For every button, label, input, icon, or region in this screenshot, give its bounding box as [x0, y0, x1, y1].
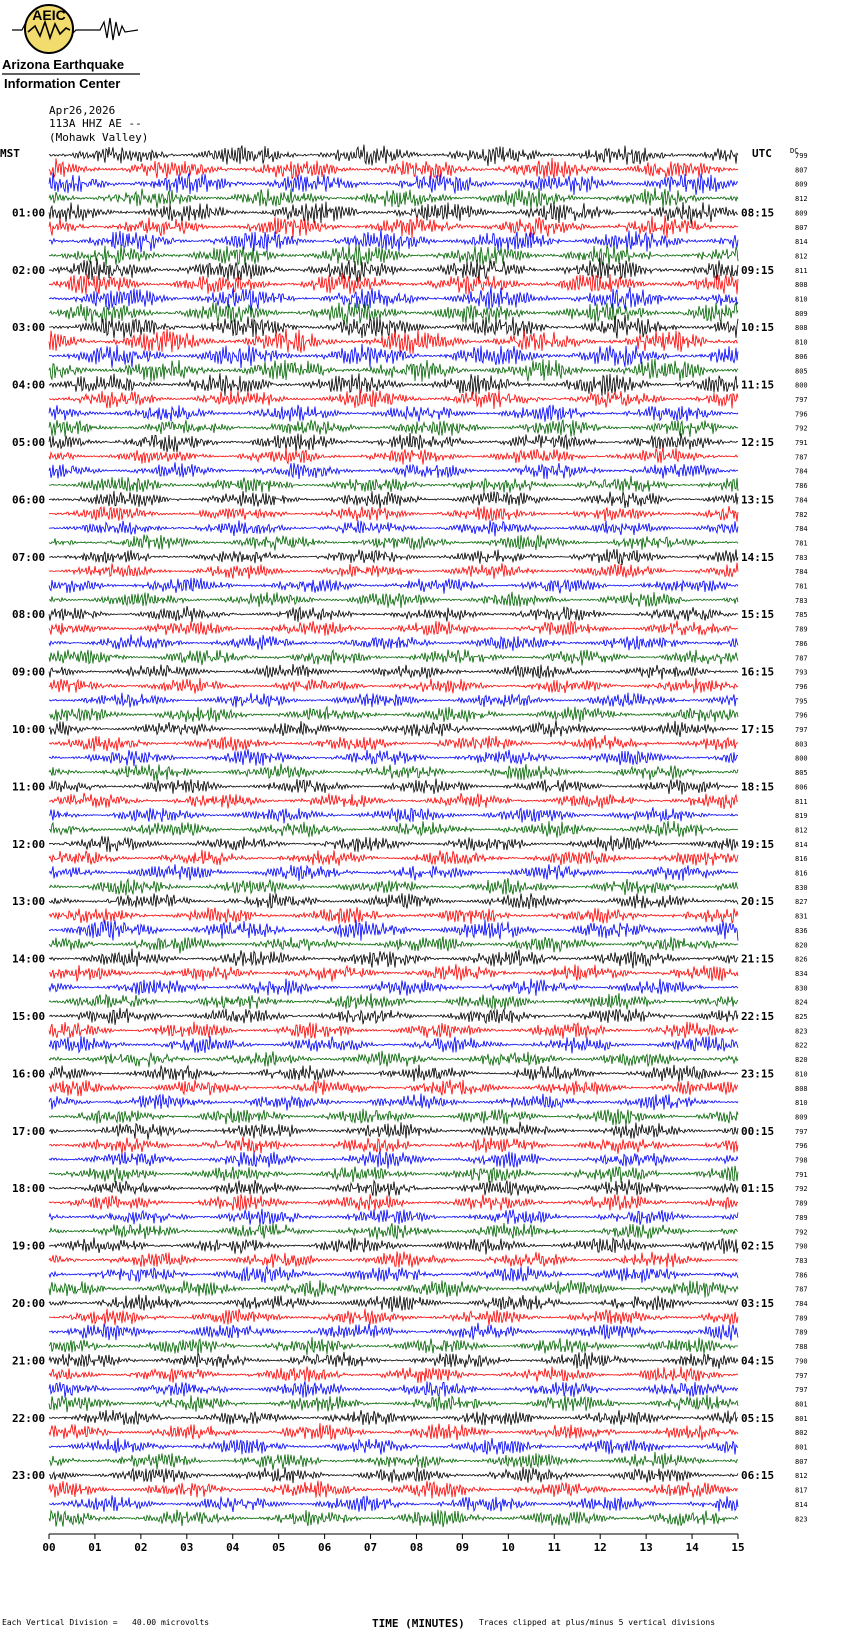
utc-hour-label: 12:15	[741, 436, 775, 449]
dc-value: 824	[795, 998, 808, 1007]
x-tick-label: 11	[547, 1541, 561, 1554]
dc-value: 788	[795, 1343, 808, 1351]
trace-row-30	[49, 578, 738, 594]
dc-value: 805	[795, 769, 808, 777]
header-date: Apr26,2026	[49, 104, 116, 117]
trace-row-16	[49, 373, 738, 396]
utc-hour-label: 10:15	[741, 321, 775, 335]
trace-row-90	[49, 1438, 738, 1455]
dc-value: 827	[795, 898, 808, 907]
trace-row-45	[49, 793, 738, 809]
dc-value: 808	[795, 1084, 808, 1093]
mst-hour-label: 21:00	[12, 1354, 46, 1368]
dc-value: 805	[795, 367, 808, 376]
trace-row-80	[49, 1294, 738, 1311]
dc-value: 786	[795, 1271, 808, 1280]
trace-row-58	[49, 979, 738, 996]
mst-hour-label: 14:00	[12, 952, 46, 966]
utc-hour-label: 09:15	[741, 263, 775, 277]
dc-value: 831	[795, 912, 808, 921]
x-tick-label: 13	[639, 1541, 653, 1554]
trace-row-31	[49, 592, 738, 608]
utc-hour-label: 19:15	[741, 837, 775, 851]
x-tick-label: 06	[317, 1541, 332, 1554]
trace-row-60	[49, 1008, 738, 1025]
x-tick-label: 05	[272, 1541, 286, 1554]
dc-value: 800	[795, 754, 808, 763]
mst-hour-label: 08:00	[12, 608, 46, 622]
trace-row-7	[49, 244, 738, 266]
trace-row-54	[49, 919, 738, 940]
dc-value: 814	[795, 840, 808, 849]
dc-value: 791	[795, 439, 808, 447]
utc-hour-label: 00:15	[741, 1124, 775, 1138]
trace-row-32	[49, 606, 738, 622]
dc-value: 783	[795, 553, 808, 562]
logo-acronym: AEIC	[32, 7, 66, 23]
trace-row-62	[49, 1036, 738, 1053]
trace-row-53	[49, 907, 738, 924]
dc-value: 790	[795, 1357, 808, 1366]
trace-row-72	[49, 1179, 738, 1196]
dc-value: 830	[795, 883, 808, 892]
dc-value: 793	[795, 668, 808, 677]
dc-value: 807	[795, 1457, 808, 1466]
utc-hour-label: 01:15	[741, 1182, 775, 1196]
trace-row-1	[49, 158, 738, 179]
x-tick-label: 02	[134, 1541, 148, 1554]
mst-hour-label: 01:00	[12, 206, 46, 220]
dc-value: 814	[795, 1500, 808, 1509]
dc-value: 801	[795, 1414, 808, 1423]
x-tick-label: 09	[455, 1541, 470, 1554]
trace-row-23	[49, 476, 738, 493]
dc-value: 808	[795, 281, 808, 290]
trace-row-94	[49, 1495, 738, 1512]
footer-division-note: Each Vertical Division = 40.00 microvolts	[2, 1618, 210, 1627]
utc-hour-label: 15:15	[741, 608, 775, 622]
mst-hour-label: 17:00	[12, 1124, 46, 1138]
trace-row-77	[49, 1251, 738, 1267]
dc-value: 789	[795, 1314, 808, 1323]
utc-hour-label: 18:15	[741, 780, 775, 794]
trace-row-59	[49, 993, 738, 1009]
dc-value: 816	[795, 869, 808, 878]
dc-value: 808	[795, 324, 808, 333]
dc-value: 792	[795, 1228, 808, 1237]
trace-row-33	[49, 621, 738, 636]
dc-value: 800	[795, 381, 808, 390]
trace-row-21	[49, 447, 738, 464]
dc-value: 811	[795, 797, 808, 806]
dc-value: 789	[795, 1213, 808, 1222]
x-axis	[42, 1534, 744, 1554]
trace-row-89	[49, 1423, 738, 1440]
dc-value: 812	[795, 1472, 808, 1481]
trace-row-84	[49, 1352, 738, 1369]
trace-row-12	[49, 315, 738, 339]
dc-value: 823	[795, 1515, 808, 1524]
utc-hour-label: 08:15	[741, 206, 775, 220]
trace-row-93	[49, 1481, 738, 1499]
dc-value: 816	[795, 855, 808, 864]
trace-row-65	[49, 1079, 738, 1096]
dc-value: 798	[795, 1156, 808, 1165]
trace-row-85	[49, 1366, 738, 1383]
dc-value: 792	[795, 424, 808, 433]
trace-row-73	[49, 1194, 738, 1211]
dc-value: 809	[795, 1113, 808, 1122]
trace-row-64	[49, 1065, 738, 1082]
trace-group	[49, 145, 738, 1528]
trace-row-71	[49, 1166, 738, 1183]
utc-hour-label: 06:15	[741, 1469, 775, 1483]
trace-row-75	[49, 1223, 738, 1240]
trace-row-44	[49, 779, 738, 795]
trace-row-19	[49, 420, 738, 437]
dc-value: 806	[795, 783, 808, 792]
dc-value: 784	[795, 568, 808, 577]
dc-value: 836	[795, 926, 808, 935]
header-station: 113A HHZ AE --	[49, 117, 142, 130]
dc-value: 801	[795, 1400, 808, 1409]
dc-value: 782	[795, 510, 808, 519]
mst-axis-label: MST	[0, 147, 20, 160]
mst-hour-label: 19:00	[12, 1239, 46, 1253]
trace-row-22	[49, 462, 738, 479]
dc-value: 812	[795, 195, 808, 204]
trace-row-29	[49, 563, 738, 579]
footer-clip-note: Traces clipped at plus/minus 5 vertical divisions	[479, 1618, 716, 1627]
trace-row-92	[49, 1467, 738, 1483]
trace-row-48	[49, 836, 738, 852]
x-tick-label: 03	[180, 1541, 194, 1554]
mst-hour-label: 13:00	[12, 895, 46, 909]
trace-row-88	[49, 1410, 738, 1425]
trace-row-83	[49, 1337, 738, 1355]
trace-row-41	[49, 735, 738, 751]
trace-row-66	[49, 1094, 738, 1111]
trace-row-37	[49, 678, 738, 693]
trace-row-57	[49, 964, 738, 982]
trace-row-0	[49, 145, 738, 166]
header-location: (Mohawk Valley)	[49, 131, 149, 144]
mst-hour-label: 09:00	[12, 665, 46, 679]
trace-row-78	[49, 1266, 738, 1283]
trace-row-69	[49, 1137, 738, 1154]
trace-row-46	[49, 807, 738, 823]
dc-value: 787	[795, 1285, 808, 1294]
mst-hour-label: 11:00	[12, 780, 46, 794]
dc-value: 792	[795, 1185, 808, 1194]
trace-row-52	[49, 893, 738, 909]
logo-line2: Information Center	[4, 76, 121, 91]
dc-value: 802	[795, 1429, 808, 1438]
utc-axis-label: UTC	[752, 147, 772, 160]
dc-value: 784	[795, 525, 808, 534]
trace-row-43	[49, 764, 738, 781]
dc-value: 830	[795, 984, 808, 993]
utc-hour-label: 05:15	[741, 1411, 775, 1425]
x-tick-label: 07	[363, 1541, 378, 1554]
dc-value: 834	[795, 969, 808, 978]
dc-value: 789	[795, 1328, 808, 1337]
trace-row-50	[49, 864, 738, 881]
dc-value: 783	[795, 1257, 808, 1265]
dc-value: 796	[795, 1142, 808, 1151]
trace-row-95	[49, 1510, 738, 1527]
dc-value: 784	[795, 496, 808, 505]
trace-row-13	[49, 329, 738, 354]
mst-hour-label: 02:00	[12, 263, 46, 277]
trace-row-55	[49, 936, 738, 953]
trace-row-56	[49, 949, 738, 969]
mst-hour-label: 16:00	[12, 1067, 46, 1081]
dc-value: 823	[795, 1027, 808, 1036]
trace-row-61	[49, 1022, 738, 1039]
mst-hour-label: 12:00	[12, 837, 46, 851]
trace-row-26	[49, 520, 738, 536]
dc-value: 797	[795, 1386, 808, 1395]
dc-value: 807	[795, 223, 808, 232]
dc-label: DC	[790, 147, 799, 155]
trace-row-63	[49, 1051, 738, 1067]
dc-value: 787	[795, 453, 808, 462]
dc-value: 783	[795, 596, 808, 605]
dc-value: 825	[795, 1013, 808, 1021]
trace-row-3	[49, 188, 738, 209]
dc-value: 789	[795, 625, 808, 634]
trace-row-39	[49, 707, 738, 722]
mst-hour-label: 10:00	[12, 723, 46, 736]
logo-line1: Arizona Earthquake	[2, 57, 125, 72]
trace-row-10	[49, 286, 738, 310]
dc-value: 809	[795, 309, 808, 318]
trace-row-49	[49, 850, 738, 866]
x-tick-label: 04	[226, 1541, 240, 1554]
dc-value: 810	[795, 295, 808, 304]
trace-row-20	[49, 433, 738, 452]
dc-value: 797	[795, 395, 808, 404]
trace-row-34	[49, 634, 738, 650]
dc-value: 799	[795, 152, 808, 160]
x-axis-label: TIME (MINUTES)	[372, 1617, 465, 1630]
dc-value: 820	[795, 941, 808, 950]
dc-value: 786	[795, 482, 808, 491]
x-tick-label: 15	[731, 1541, 745, 1554]
dc-value: 806	[795, 352, 808, 361]
dc-value: 807	[795, 166, 808, 175]
mst-hour-label: 04:00	[12, 378, 46, 392]
trace-row-24	[49, 491, 738, 509]
trace-row-25	[49, 506, 738, 521]
utc-hour-label: 03:15	[741, 1297, 775, 1310]
trace-row-18	[49, 405, 738, 422]
dc-value: 796	[795, 711, 808, 720]
trace-row-35	[49, 649, 738, 665]
dc-value: 797	[795, 1127, 808, 1136]
utc-hour-label: 17:15	[741, 723, 775, 736]
trace-row-36	[49, 664, 738, 680]
utc-hour-label: 20:15	[741, 895, 775, 909]
trace-row-70	[49, 1151, 738, 1169]
dc-value: 801	[795, 1443, 808, 1452]
trace-row-40	[49, 720, 738, 737]
utc-hour-label: 22:15	[741, 1010, 775, 1023]
x-tick-label: 12	[593, 1541, 607, 1554]
trace-row-68	[49, 1122, 738, 1140]
dc-value: 781	[795, 539, 808, 548]
dc-value: 797	[795, 726, 808, 734]
trace-row-87	[49, 1395, 738, 1413]
trace-row-76	[49, 1237, 738, 1254]
dc-value: 809	[795, 180, 808, 189]
trace-row-82	[49, 1323, 738, 1341]
dc-value: 826	[795, 955, 808, 964]
dc-value: 809	[795, 209, 808, 218]
trace-row-91	[49, 1452, 738, 1470]
dc-value: 786	[795, 639, 808, 648]
trace-row-6	[49, 229, 738, 252]
dc-value: 795	[795, 697, 808, 706]
trace-row-27	[49, 535, 738, 551]
dc-value: 796	[795, 682, 808, 691]
trace-row-47	[49, 821, 738, 837]
trace-row-51	[49, 878, 738, 895]
dc-value: 784	[795, 467, 808, 476]
x-tick-label: 14	[685, 1541, 699, 1554]
mst-hour-label: 03:00	[12, 321, 46, 335]
mst-hour-label: 22:00	[12, 1411, 46, 1425]
dc-value: 812	[795, 252, 808, 261]
trace-row-81	[49, 1309, 738, 1326]
dc-value: 822	[795, 1041, 808, 1050]
x-tick-label: 08	[409, 1541, 424, 1554]
trace-row-8	[49, 258, 738, 282]
x-tick-label: 01	[88, 1541, 102, 1554]
trace-row-5	[49, 215, 738, 238]
trace-row-79	[49, 1280, 738, 1298]
utc-hour-label: 04:15	[741, 1354, 775, 1368]
trace-row-17	[49, 389, 738, 409]
utc-hour-label: 21:15	[741, 952, 775, 966]
dc-value: 810	[795, 1070, 808, 1079]
trace-row-38	[49, 693, 738, 708]
dc-value: 817	[795, 1486, 808, 1495]
mst-hour-label: 20:00	[12, 1297, 46, 1310]
dc-value: 814	[795, 238, 808, 247]
utc-hour-label: 16:15	[741, 665, 775, 679]
utc-hour-label: 23:15	[741, 1067, 775, 1081]
dc-value: 820	[795, 1056, 808, 1064]
x-tick-label: 10	[501, 1541, 515, 1554]
trace-row-4	[49, 202, 738, 224]
utc-hour-label: 11:15	[741, 378, 775, 392]
dc-value: 790	[795, 1242, 808, 1251]
trace-row-42	[49, 749, 738, 766]
mst-hour-label: 07:00	[12, 550, 46, 564]
x-tick-label: 00	[42, 1541, 56, 1554]
mst-hour-label: 15:00	[12, 1010, 46, 1023]
mst-hour-label: 05:00	[12, 436, 46, 449]
trace-row-67	[49, 1108, 738, 1125]
utc-hour-label: 13:15	[741, 493, 775, 507]
utc-hour-label: 14:15	[741, 550, 775, 564]
mst-hour-label: 23:00	[12, 1469, 46, 1483]
trace-row-28	[49, 549, 738, 565]
dc-value: 803	[795, 740, 808, 749]
dc-value: 785	[795, 611, 808, 620]
dc-value: 789	[795, 1199, 808, 1208]
dc-value: 781	[795, 582, 808, 591]
dc-value: 819	[795, 812, 808, 821]
dc-value: 791	[795, 1170, 808, 1179]
dc-value: 810	[795, 1099, 808, 1108]
dc-value: 811	[795, 266, 808, 275]
dc-value: 797	[795, 1371, 808, 1380]
dc-value: 784	[795, 1300, 808, 1308]
dc-value: 812	[795, 826, 808, 835]
trace-row-74	[49, 1209, 738, 1225]
dc-value: 810	[795, 338, 808, 347]
mst-hour-label: 18:00	[12, 1182, 46, 1196]
utc-hour-label: 02:15	[741, 1239, 775, 1253]
dc-value: 787	[795, 654, 808, 663]
dc-value: 796	[795, 410, 808, 419]
trace-row-86	[49, 1381, 738, 1397]
mst-hour-label: 06:00	[12, 493, 46, 507]
